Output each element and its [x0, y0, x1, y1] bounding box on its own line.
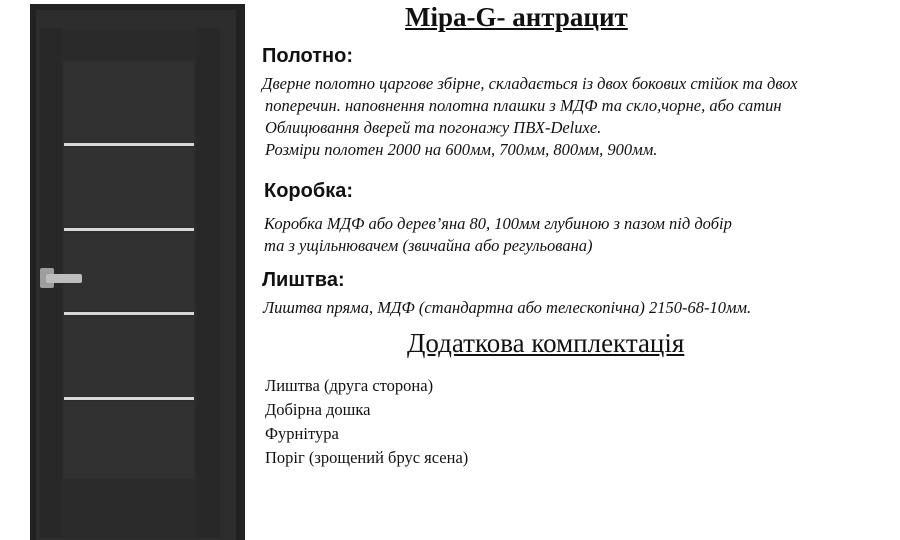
- section-heading-lyshtva: Лиштва:: [262, 269, 345, 291]
- door-right-stile: [196, 28, 220, 538]
- section-heading-korobka: Коробка:: [264, 180, 354, 202]
- glass-strip-2: [64, 228, 194, 231]
- text-line: Розміри полотен 2000 на 600мм, 700мм, 800мм, 900мм.: [265, 140, 658, 159]
- section-heading-polotno: Полотно:: [262, 45, 354, 67]
- text-line: Облицювання дверей та погонажу ПВХ-Deluxe.: [265, 118, 602, 137]
- list-item: Поріг (зрощений брус ясена): [265, 448, 469, 467]
- glass-strip-3: [64, 312, 194, 315]
- door-panel-1: [64, 62, 194, 142]
- text-line: Коробка МДФ або дерев’яна 80, 100мм глубиною з пазом під добір: [264, 214, 732, 233]
- extras-title: Додаткова комплектація: [407, 328, 685, 358]
- text-line: Дверне полотно царгове збірне, складається із двох бокових стійок та двох: [262, 74, 798, 93]
- glass-strip-1: [64, 143, 194, 146]
- list-item: Лиштва (друга сторона): [265, 376, 434, 395]
- door-panel-4: [64, 317, 194, 396]
- list-item: Фурнітура: [265, 424, 339, 443]
- door-panel-3: [64, 233, 194, 311]
- text-line: поперечин. наповнення полотна плашки з МДФ та скло,чорне, або сатин: [265, 96, 782, 115]
- door-panel-5: [64, 402, 194, 478]
- section-text-korobka: [264, 213, 732, 257]
- section-text-lyshtva: [263, 297, 751, 319]
- glass-strip-4: [64, 397, 194, 400]
- door-illustration: [0, 0, 250, 540]
- extras-list: [265, 374, 468, 470]
- section-text-polotno: [262, 73, 798, 161]
- text-line: Лиштва пряма, МДФ (стандартна або телескопічна) 2150-68-10мм.: [263, 298, 752, 317]
- door-panel-2: [64, 148, 194, 227]
- product-title: Міра-G- антрацит: [405, 2, 628, 32]
- list-item: Добірна дошка: [265, 400, 371, 419]
- door-top-rail: [62, 30, 196, 60]
- door-image: [0, 0, 250, 540]
- text-line: та з ущільнювачем (звичайна або регульована): [264, 236, 593, 255]
- door-handle-lever: [46, 274, 82, 283]
- door-bottom-rail: [62, 480, 196, 538]
